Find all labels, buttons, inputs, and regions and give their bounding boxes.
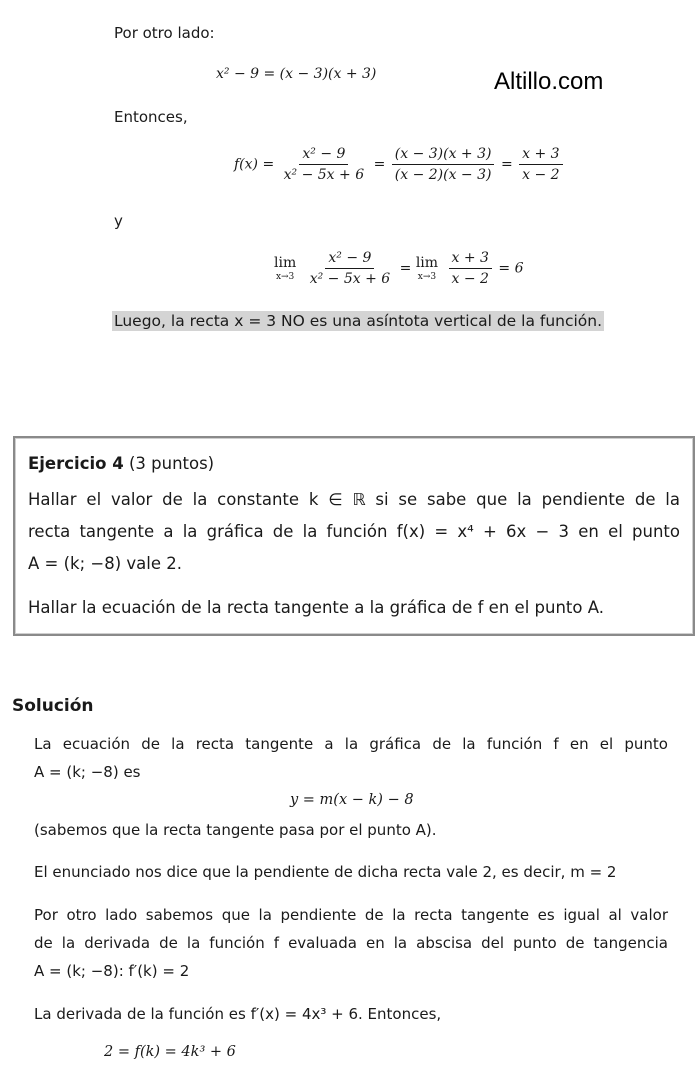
exercise-statement-line1: Hallar el valor de la constante k ∈ ℝ si se sabe que la pendiente de la (28, 490, 680, 509)
solution-p5: La derivada de la función es f′(x) = 4x³ + 6. Entonces, (34, 1005, 442, 1023)
intro-text: Por otro lado: (114, 24, 215, 42)
lim-word: lim (415, 255, 439, 271)
fraction-simplified-den: x − 2 (522, 167, 560, 183)
factor-equation: x² − 9 = (x − 3)(x + 3) (216, 66, 377, 82)
conclusion-highlight: Luego, la recta x = 3 NO es una asíntota vertical de la función. (114, 312, 603, 330)
fraction-original-num: x² − 9 (299, 146, 348, 165)
fraction-original (281, 146, 367, 183)
limit-fraction-original-den: x² − 5x + 6 (309, 271, 391, 287)
tangent-line-equation: y = m(x − k) − 8 (290, 792, 414, 808)
entonces-text: Entonces, (114, 108, 188, 126)
site-brand: Altillo.com (494, 68, 604, 95)
fraction-simplified-num: x + 3 (519, 146, 562, 165)
limit-fraction-simplified-den: x − 2 (451, 271, 489, 287)
exercise-title: Ejercicio 4 (28, 454, 124, 473)
exercise-statement-line2: recta tangente a la gráfica de la función f(x) = x⁴ + 6x − 3 en el punto (28, 522, 680, 541)
limit-operator (274, 255, 296, 282)
exercise-points: (3 puntos) (128, 454, 215, 473)
fraction-simplified (519, 146, 562, 183)
final-equation: 2 = f(k) = 4k³ + 6 (104, 1044, 236, 1060)
fraction-factored-den: (x − 2)(x − 3) (394, 167, 492, 183)
solution-heading: Solución (12, 696, 94, 716)
limit-equation (274, 250, 523, 287)
solution-p1-line1: La ecuación de la recta tangente a la gráfica de la función f en el punto (34, 735, 668, 753)
limit-fraction-simplified-num: x + 3 (449, 250, 492, 269)
lim-word: lim (274, 255, 297, 271)
lim-subscript: x→3 (275, 272, 295, 282)
solution-p2: (sabemos que la recta tangente pasa por el punto A). (34, 821, 437, 839)
solution-p3: El enunciado nos dice que la pendiente de dicha recta vale 2, es decir, m = 2 (34, 863, 617, 881)
limit-operator (416, 255, 438, 282)
limit-result: = 6 (498, 260, 524, 277)
equals-sign: = (399, 260, 412, 277)
f-lhs: f(x) = (234, 156, 275, 173)
solution-p4-line2: de la derivada de la función f evaluada en la abscisa del punto de tangencia (34, 934, 668, 952)
exercise-statement-2: Hallar la ecuación de la recta tangente a la gráfica de f en el punto A. (28, 598, 604, 617)
solution-p4-line3: A = (k; −8): f′(k) = 2 (34, 962, 190, 980)
fraction-factored (392, 146, 495, 183)
equals-sign: = (500, 156, 513, 173)
solution-p1-line2: A = (k; −8) es (34, 763, 141, 781)
limit-fraction-simplified (449, 250, 492, 287)
limit-fraction-original-num: x² − 9 (325, 250, 374, 269)
solution-p4-line1: Por otro lado sabemos que la pendiente de la recta tangente es igual al valor (34, 906, 668, 924)
lim-subscript: x→3 (417, 272, 437, 282)
limit-fraction-original (307, 250, 393, 287)
exercise-statement-line3: A = (k; −8) vale 2. (28, 554, 183, 573)
fraction-factored-num: (x − 3)(x + 3) (392, 146, 495, 165)
f-simplification-equation (234, 146, 565, 183)
fraction-original-den: x² − 5x + 6 (283, 167, 365, 183)
equals-sign: = (373, 156, 386, 173)
exercise-title-line (28, 454, 214, 473)
conjunction-y: y (114, 212, 123, 230)
